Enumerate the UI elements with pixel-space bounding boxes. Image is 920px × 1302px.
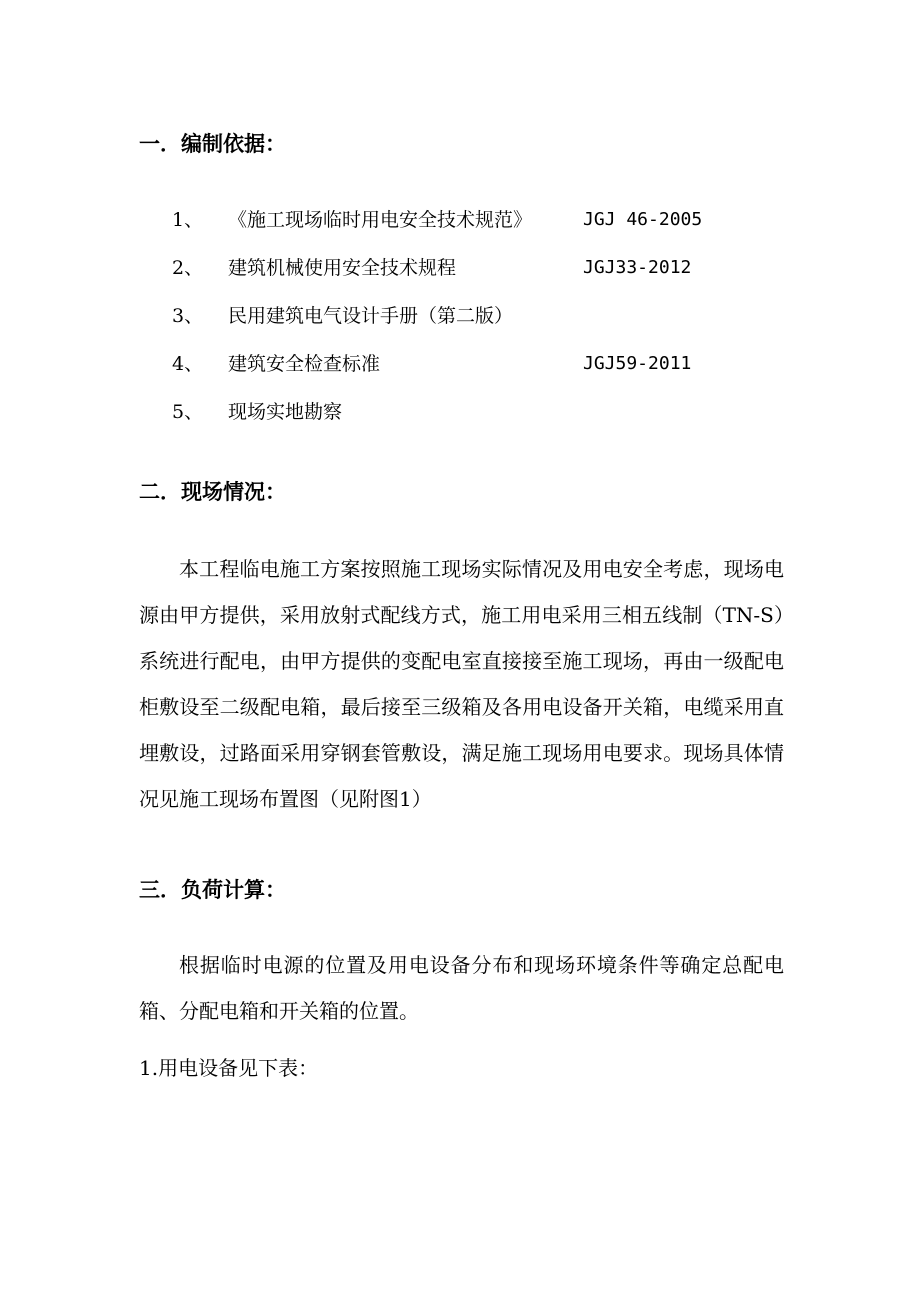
reference-number: 4、 (172, 353, 204, 375)
site-situation-paragraph: 本工程临电施工方案按照施工现场实际情况及用电安全考虑，现场电源由甲方提供，采用放射式配线方式，施工用电采用三相五线制（TN-S）系统进行配电，由甲方提供的变配电室直接接至施工现场，再由一级配电柜敷设至二级配电箱，最后接至三级箱及各用电设备开关箱，电缆采用直埋敷设，过路面采用穿钢套管敷设，满足施工现场用电要求。现场具体情况见施工现场布置图（见附图1） (139, 557, 784, 811)
section1-heading: 一．编制依据： (139, 132, 286, 156)
list-item (0, 302, 920, 330)
reference-title: 现场实地勘察 (228, 401, 343, 423)
reference-title: 《施工现场临时用电安全技术规范》 (228, 209, 533, 231)
list-item (0, 398, 920, 426)
list-item (0, 350, 920, 378)
reference-title: 建筑安全检查标准 (228, 353, 381, 375)
reference-number: 5、 (172, 401, 204, 423)
reference-title: 建筑机械使用安全技术规程 (228, 257, 457, 279)
reference-code: JGJ33-2012 (583, 257, 692, 278)
reference-code: JGJ59-2011 (583, 353, 692, 374)
list-item (0, 254, 920, 282)
equipment-table-caption: 1.用电设备见下表： (139, 1056, 319, 1080)
section2-heading: 二．现场情况： (139, 480, 286, 504)
reference-number: 2、 (172, 257, 204, 279)
reference-code: JGJ 46-2005 (583, 209, 703, 230)
load-calculation-paragraph: 根据临时电源的位置及用电设备分布和现场环境条件等确定总配电箱、分配电箱和开关箱的位置。 (139, 953, 784, 1023)
reference-title: 民用建筑电气设计手册（第二版） (228, 305, 514, 327)
section3-heading: 三．负荷计算： (139, 878, 286, 902)
reference-number: 1、 (172, 209, 204, 231)
reference-number: 3、 (172, 305, 204, 327)
list-item (0, 206, 920, 234)
